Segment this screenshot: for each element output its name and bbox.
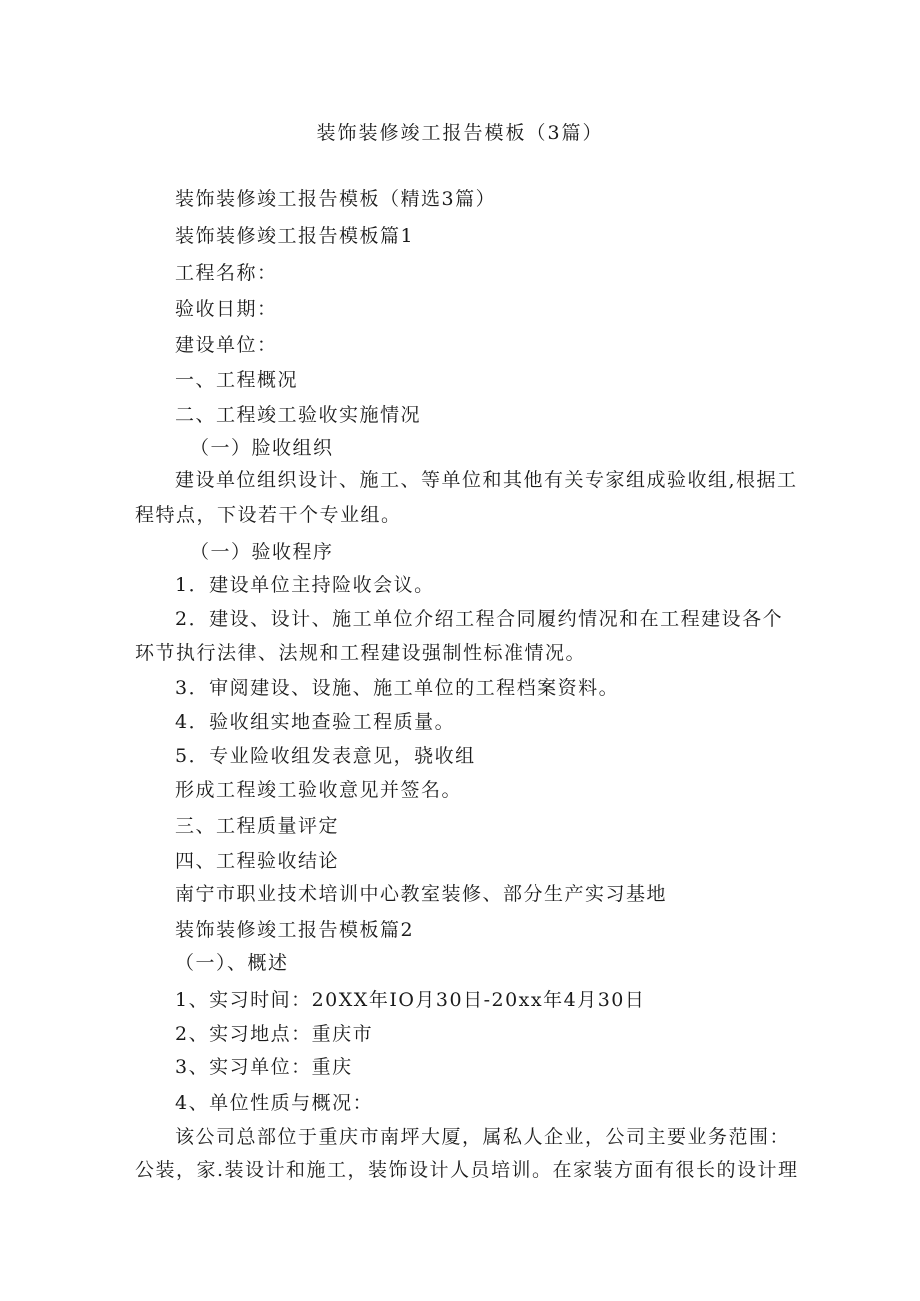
field-project-name: 工程名称： — [175, 262, 278, 284]
list-item: 3．审阅建设、设施、施工单位的工程档案资料。 — [175, 677, 620, 699]
section-heading-part2: 装饰装修竣工报告模板篇2 — [175, 919, 415, 941]
field-acceptance-date: 验收日期： — [175, 298, 278, 320]
paragraph-line: 南宁市职业技术培训中心教室装修、部分生产实习基地 — [175, 883, 668, 905]
heading-project-overview: 一、工程概况 — [175, 369, 299, 391]
heading-acceptance-implementation: 二、工程竣工验收实施情况 — [175, 404, 422, 426]
section-heading-part1: 装饰装修竣工报告模板篇1 — [175, 225, 415, 247]
list-item-continuation: 形成工程竣工验收意见并签名。 — [175, 779, 463, 801]
list-item: 2、实习地点：重庆市 — [175, 1023, 374, 1045]
paragraph-line: 公装，家.装设计和施工，装饰设计人员培训。在家装方面有很长的设计理 — [135, 1159, 799, 1181]
paragraph-line: 该公司总部位于重庆市南坪大厦，属私人企业，公司主要业务范围： — [175, 1126, 791, 1148]
heading-acceptance-conclusion: 四、工程验收结论 — [175, 850, 340, 872]
document-title: 装饰装修竣工报告模板（3篇） — [316, 122, 604, 144]
list-item-continuation: 环节执行法律、法规和工程建设强制性标准情况。 — [135, 642, 587, 664]
heading-quality-assessment: 三、工程质量评定 — [175, 815, 340, 837]
list-item: 1、实习时间：20XX年IO月30日-20xx年4月30日 — [175, 989, 646, 1011]
list-item: 5．专业险收组发表意见，骁收组 — [175, 745, 476, 767]
list-item: 3、实习单位：重庆 — [175, 1056, 353, 1078]
subheading-acceptance-procedure: （一）验收程序 — [190, 541, 334, 563]
doc-subtitle: 装饰装修竣工报告模板（精选3篇） — [175, 188, 497, 210]
list-item: 1．建设单位主持险收会议。 — [175, 574, 435, 596]
list-item: 4、单位性质与概况： — [175, 1092, 374, 1114]
paragraph-line: 建设单位组织设计、施工、等单位和其他有关专家组成验收组,根据工 — [175, 469, 798, 491]
list-item: 2．建设、设计、施工单位介绍工程合同履约情况和在工程建设各个 — [175, 608, 784, 630]
list-item: 4．验收组实地查验工程质量。 — [175, 711, 456, 733]
subheading-overview: （一）、概述 — [175, 952, 289, 974]
subheading-acceptance-organization: （一）脸收组织 — [190, 437, 334, 459]
paragraph-line: 程特点，下设若干个专业组。 — [135, 504, 402, 526]
field-construction-unit: 建设单位： — [175, 334, 278, 356]
